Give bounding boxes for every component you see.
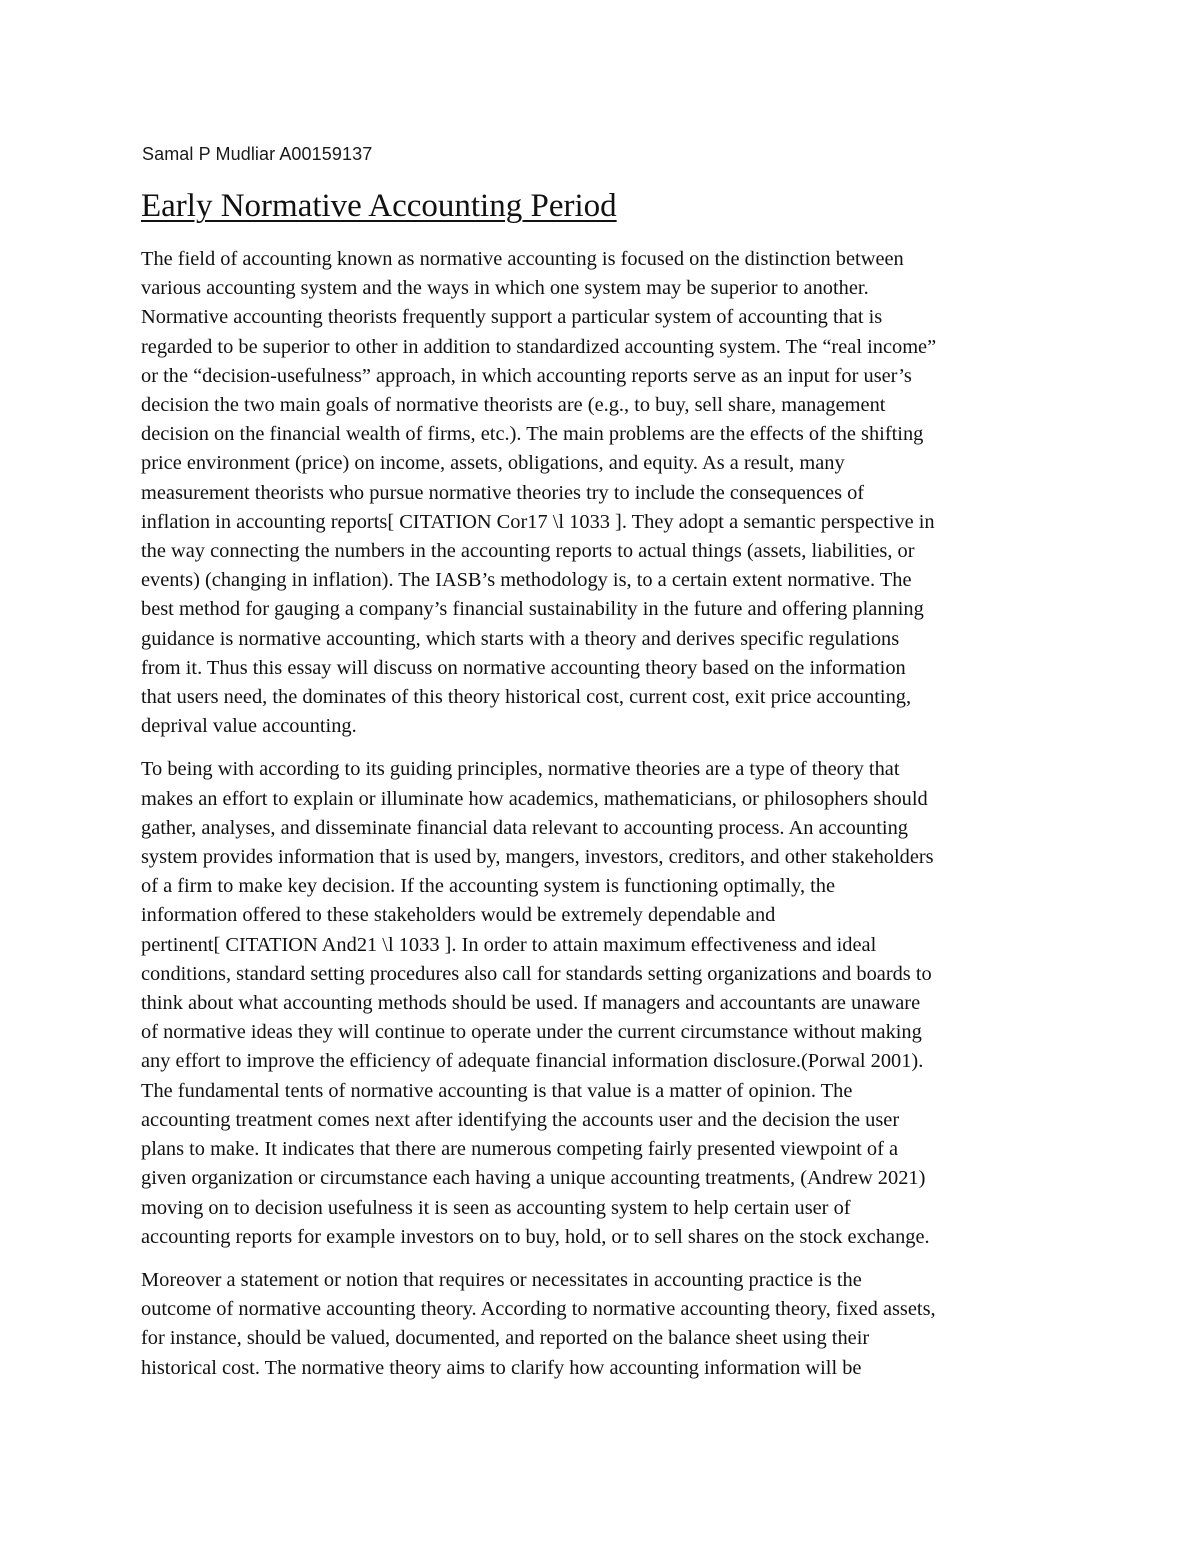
text-line: of normative ideas they will continue to operate under the current circumstance without making — [141, 1021, 922, 1044]
text-line: given organization or circumstance each having a unique accounting treatments, (Andrew 2021) — [141, 1167, 926, 1190]
text-line: or the “decision-usefulness” approach, in which accounting reports serve as an input for user’s — [141, 364, 912, 387]
paragraph-2 — [141, 755, 1071, 1251]
text-line: makes an effort to explain or illuminate how academics, mathematicians, or philosophers should — [141, 787, 928, 810]
text-line: that users need, the dominates of this theory historical cost, current cost, exit price accounting, — [141, 686, 912, 709]
text-line: various accounting system and the ways in which one system may be superior to another. — [141, 277, 869, 300]
author-line: Samal P Mudliar A00159137 — [142, 144, 373, 164]
text-line: information offered to these stakeholders would be extremely dependable and — [141, 904, 776, 927]
text-line: events) (changing in inflation). The IASB’s methodology is, to a certain extent normative. The — [141, 569, 912, 592]
text-line: decision the two main goals of normative theorists are (e.g., to buy, sell share, management — [141, 394, 886, 417]
text-line: historical cost. The normative theory aims to clarify how accounting information will be — [141, 1356, 862, 1379]
text-line: accounting reports for example investors on to buy, hold, or to sell shares on the stock exchange. — [141, 1225, 930, 1248]
document-body — [141, 245, 1071, 1397]
text-line: the way connecting the numbers in the accounting reports to actual things (assets, liabilities, or — [141, 540, 915, 563]
text-line: regarded to be superior to other in addition to standardized accounting system. The “real income” — [141, 335, 937, 358]
paragraph-1 — [141, 245, 1071, 741]
text-line: of a firm to make key decision. If the accounting system is functioning optimally, the — [141, 875, 836, 898]
paragraph-3 — [141, 1266, 1071, 1383]
text-line: measurement theorists who pursue normative theories try to include the consequences of — [141, 481, 865, 504]
text-line: To being with according to its guiding principles, normative theories are a type of theory that — [141, 758, 900, 781]
text-line: system provides information that is used by, mangers, investors, creditors, and other stakeholders — [141, 846, 934, 869]
document-title: Early Normative Accounting Period — [141, 188, 617, 224]
text-line: conditions, standard setting procedures also call for standards setting organizations and boards to — [141, 962, 932, 985]
text-line: moving on to decision usefulness it is seen as accounting system to help certain user of — [141, 1196, 851, 1219]
text-line: decision on the financial wealth of firms, etc.). The main problems are the effects of the shifting — [141, 423, 924, 446]
text-line: The field of accounting known as normative accounting is focused on the distinction between — [141, 248, 904, 270]
text-line: deprival value accounting. — [141, 715, 357, 738]
text-line: Moreover a statement or notion that requires or necessitates in accounting practice is the — [141, 1268, 862, 1291]
text-line: from it. Thus this essay will discuss on normative accounting theory based on the information — [141, 656, 906, 679]
text-line: pertinent[ CITATION And21 \l 1033 ]. In order to attain maximum effectiveness and ideal — [141, 933, 877, 956]
text-line: accounting treatment comes next after identifying the accounts user and the decision the user — [141, 1108, 900, 1131]
text-line: think about what accounting methods should be used. If managers and accountants are unaware — [141, 992, 921, 1015]
text-line: gather, analyses, and disseminate financial data relevant to accounting process. An accounting — [141, 816, 908, 839]
text-line: price environment (price) on income, assets, obligations, and equity. As a result, many — [141, 452, 845, 475]
text-line: Normative accounting theorists frequently support a particular system of accounting that is — [141, 306, 883, 329]
text-line: The fundamental tents of normative accounting is that value is a matter of opinion. The — [141, 1079, 853, 1102]
text-line: any effort to improve the efficiency of adequate financial information disclosure.(Porwal 2001). — [141, 1050, 924, 1073]
text-line: guidance is normative accounting, which starts with a theory and derives specific regulations — [141, 627, 900, 650]
text-line: best method for gauging a company’s financial sustainability in the future and offering planning — [141, 598, 924, 621]
text-line: inflation in accounting reports[ CITATION Cor17 \l 1033 ]. They adopt a semantic perspective in — [141, 510, 935, 533]
text-line: plans to make. It indicates that there are numerous competing fairly presented viewpoint of a — [141, 1138, 899, 1161]
text-line: outcome of normative accounting theory. According to normative accounting theory, fixed assets, — [141, 1298, 936, 1321]
text-line: for instance, should be valued, documented, and reported on the balance sheet using their — [141, 1327, 870, 1350]
